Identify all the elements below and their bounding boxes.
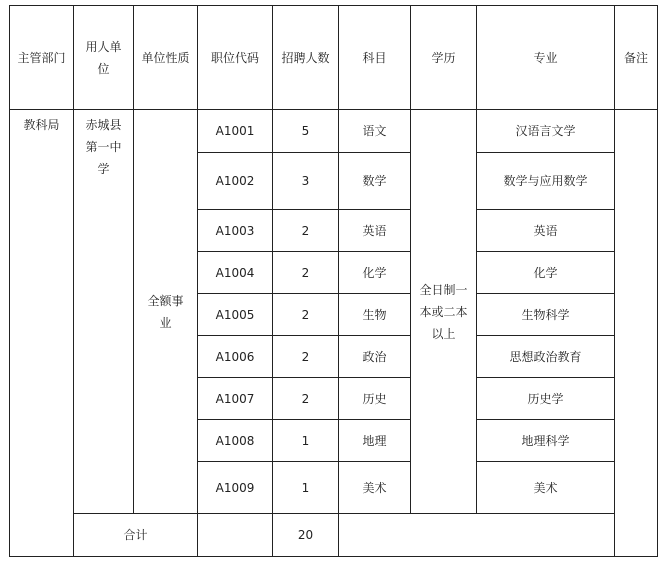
table-row xyxy=(10,110,658,153)
header-remark: 备注 xyxy=(615,6,658,110)
major-cell: 英语 xyxy=(477,210,615,252)
code-cell: A1005 xyxy=(198,294,273,336)
count-cell: 1 xyxy=(273,420,339,462)
count-cell: 5 xyxy=(273,110,339,153)
subject-cell: 历史 xyxy=(339,378,411,420)
code-cell: A1006 xyxy=(198,336,273,378)
code-cell: A1004 xyxy=(198,252,273,294)
header-row xyxy=(10,6,658,110)
dept-cell: 教科局 xyxy=(10,110,74,557)
subject-cell: 英语 xyxy=(339,210,411,252)
header-major: 专业 xyxy=(477,6,615,110)
subject-cell: 数学 xyxy=(339,153,411,210)
header-nature: 单位性质 xyxy=(134,6,198,110)
total-count: 20 xyxy=(273,514,339,557)
recruitment-table xyxy=(9,5,658,557)
count-cell: 3 xyxy=(273,153,339,210)
count-cell: 2 xyxy=(273,336,339,378)
total-row xyxy=(10,514,658,557)
header-dept: 主管部门 xyxy=(10,6,74,110)
count-cell: 1 xyxy=(273,462,339,514)
code-cell: A1009 xyxy=(198,462,273,514)
count-cell: 2 xyxy=(273,294,339,336)
code-cell: A1007 xyxy=(198,378,273,420)
header-subject: 科目 xyxy=(339,6,411,110)
major-cell: 汉语言文学 xyxy=(477,110,615,153)
major-cell: 思想政治教育 xyxy=(477,336,615,378)
subject-cell: 政治 xyxy=(339,336,411,378)
major-cell: 地理科学 xyxy=(477,420,615,462)
count-cell: 2 xyxy=(273,378,339,420)
unit-cell: 赤城县第一中学 xyxy=(74,110,134,514)
count-cell: 2 xyxy=(273,252,339,294)
total-label: 合计 xyxy=(74,514,198,557)
count-cell: 2 xyxy=(273,210,339,252)
major-cell: 生物科学 xyxy=(477,294,615,336)
total-empty-rest xyxy=(339,514,615,557)
code-cell: A1001 xyxy=(198,110,273,153)
remark-cell xyxy=(615,110,658,557)
major-cell: 化学 xyxy=(477,252,615,294)
header-count: 招聘人数 xyxy=(273,6,339,110)
major-cell: 美术 xyxy=(477,462,615,514)
header-education: 学历 xyxy=(411,6,477,110)
subject-cell: 地理 xyxy=(339,420,411,462)
header-unit: 用人单位 xyxy=(74,6,134,110)
subject-cell: 语文 xyxy=(339,110,411,153)
total-empty-code xyxy=(198,514,273,557)
education-cell: 全日制一本或二本以上 xyxy=(411,110,477,514)
subject-cell: 化学 xyxy=(339,252,411,294)
code-cell: A1008 xyxy=(198,420,273,462)
nature-cell: 全额事业 xyxy=(134,110,198,514)
header-code: 职位代码 xyxy=(198,6,273,110)
subject-cell: 美术 xyxy=(339,462,411,514)
code-cell: A1003 xyxy=(198,210,273,252)
major-cell: 历史学 xyxy=(477,378,615,420)
code-cell: A1002 xyxy=(198,153,273,210)
subject-cell: 生物 xyxy=(339,294,411,336)
major-cell: 数学与应用数学 xyxy=(477,153,615,210)
